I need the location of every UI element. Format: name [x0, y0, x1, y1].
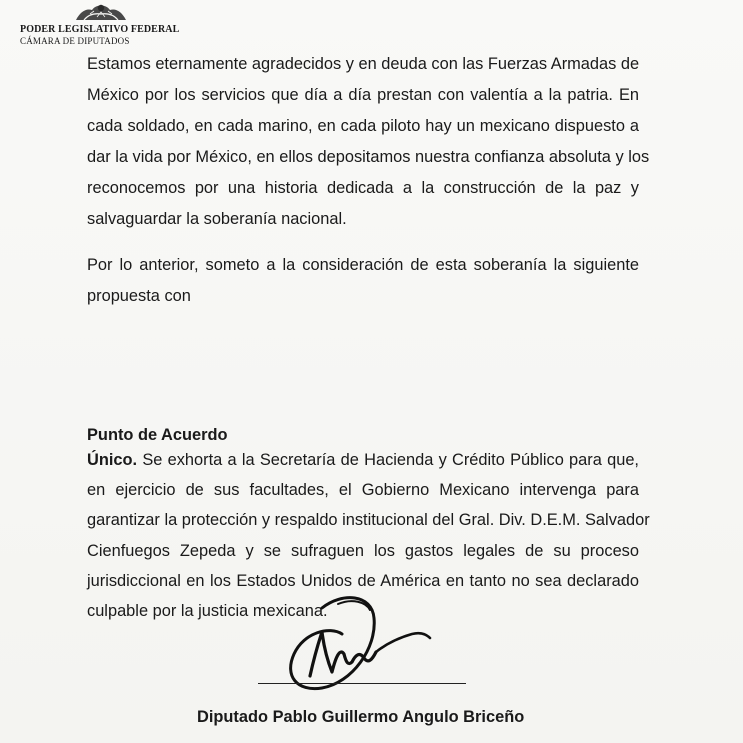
- header-chamber: CÁMARA DE DIPUTADOS: [20, 36, 130, 46]
- paragraph-gratitude: [87, 49, 650, 235]
- seal-icon: [70, 0, 132, 20]
- text-line: culpable por la justicia mexicana.: [87, 601, 328, 620]
- text-line: [87, 445, 639, 475]
- text-line: cada soldado, en cada marino, en cada piloto hay un mexicano dispuesto a: [87, 117, 639, 135]
- paragraph-proposal: [87, 250, 639, 312]
- text-line: Estamos eternamente agradecidos y en deuda con las Fuerzas Armadas de: [87, 55, 640, 73]
- text-line: Por lo anterior, someto a la consideración de esta soberanía la siguiente: [87, 256, 639, 274]
- agreement-lead: Único.: [87, 451, 138, 469]
- text-line: salvaguardar la soberanía nacional.: [87, 210, 347, 228]
- text-line: jurisdiccional en los Estados Unidos de América en tanto no sea declarado: [87, 571, 639, 590]
- agreement-first-line: Se exhorta a la Secretaría de Hacienda y Crédito Público para que,: [137, 451, 639, 469]
- text-line: dar la vida por México, en ellos depositamos nuestra confianza absoluta y los: [87, 148, 650, 166]
- text-line: Cienfuegos Zepeda y se sufraguen los gastos legales de su proceso: [87, 541, 639, 560]
- text-line: garantizar la protección y respaldo institucional del Gral. Div. D.E.M. Salvador: [87, 511, 650, 530]
- agreement-heading: Punto de Acuerdo: [87, 426, 228, 444]
- header-institution: PODER LEGISLATIVO FEDERAL: [20, 24, 180, 35]
- text-line: México por los servicios que día a día prestan con valentía a la patria. En: [87, 86, 639, 104]
- signer-name: Diputado Pablo Guillermo Angulo Briceño: [197, 708, 525, 726]
- signature-line: [258, 683, 466, 684]
- text-line: propuesta con: [87, 287, 191, 305]
- text-line: en ejercicio de sus facultades, el Gobierno Mexicano intervenga para: [87, 481, 639, 500]
- text-line: reconocemos por una historia dedicada a la construcción de la paz y: [87, 179, 639, 197]
- letterhead: [16, 0, 180, 50]
